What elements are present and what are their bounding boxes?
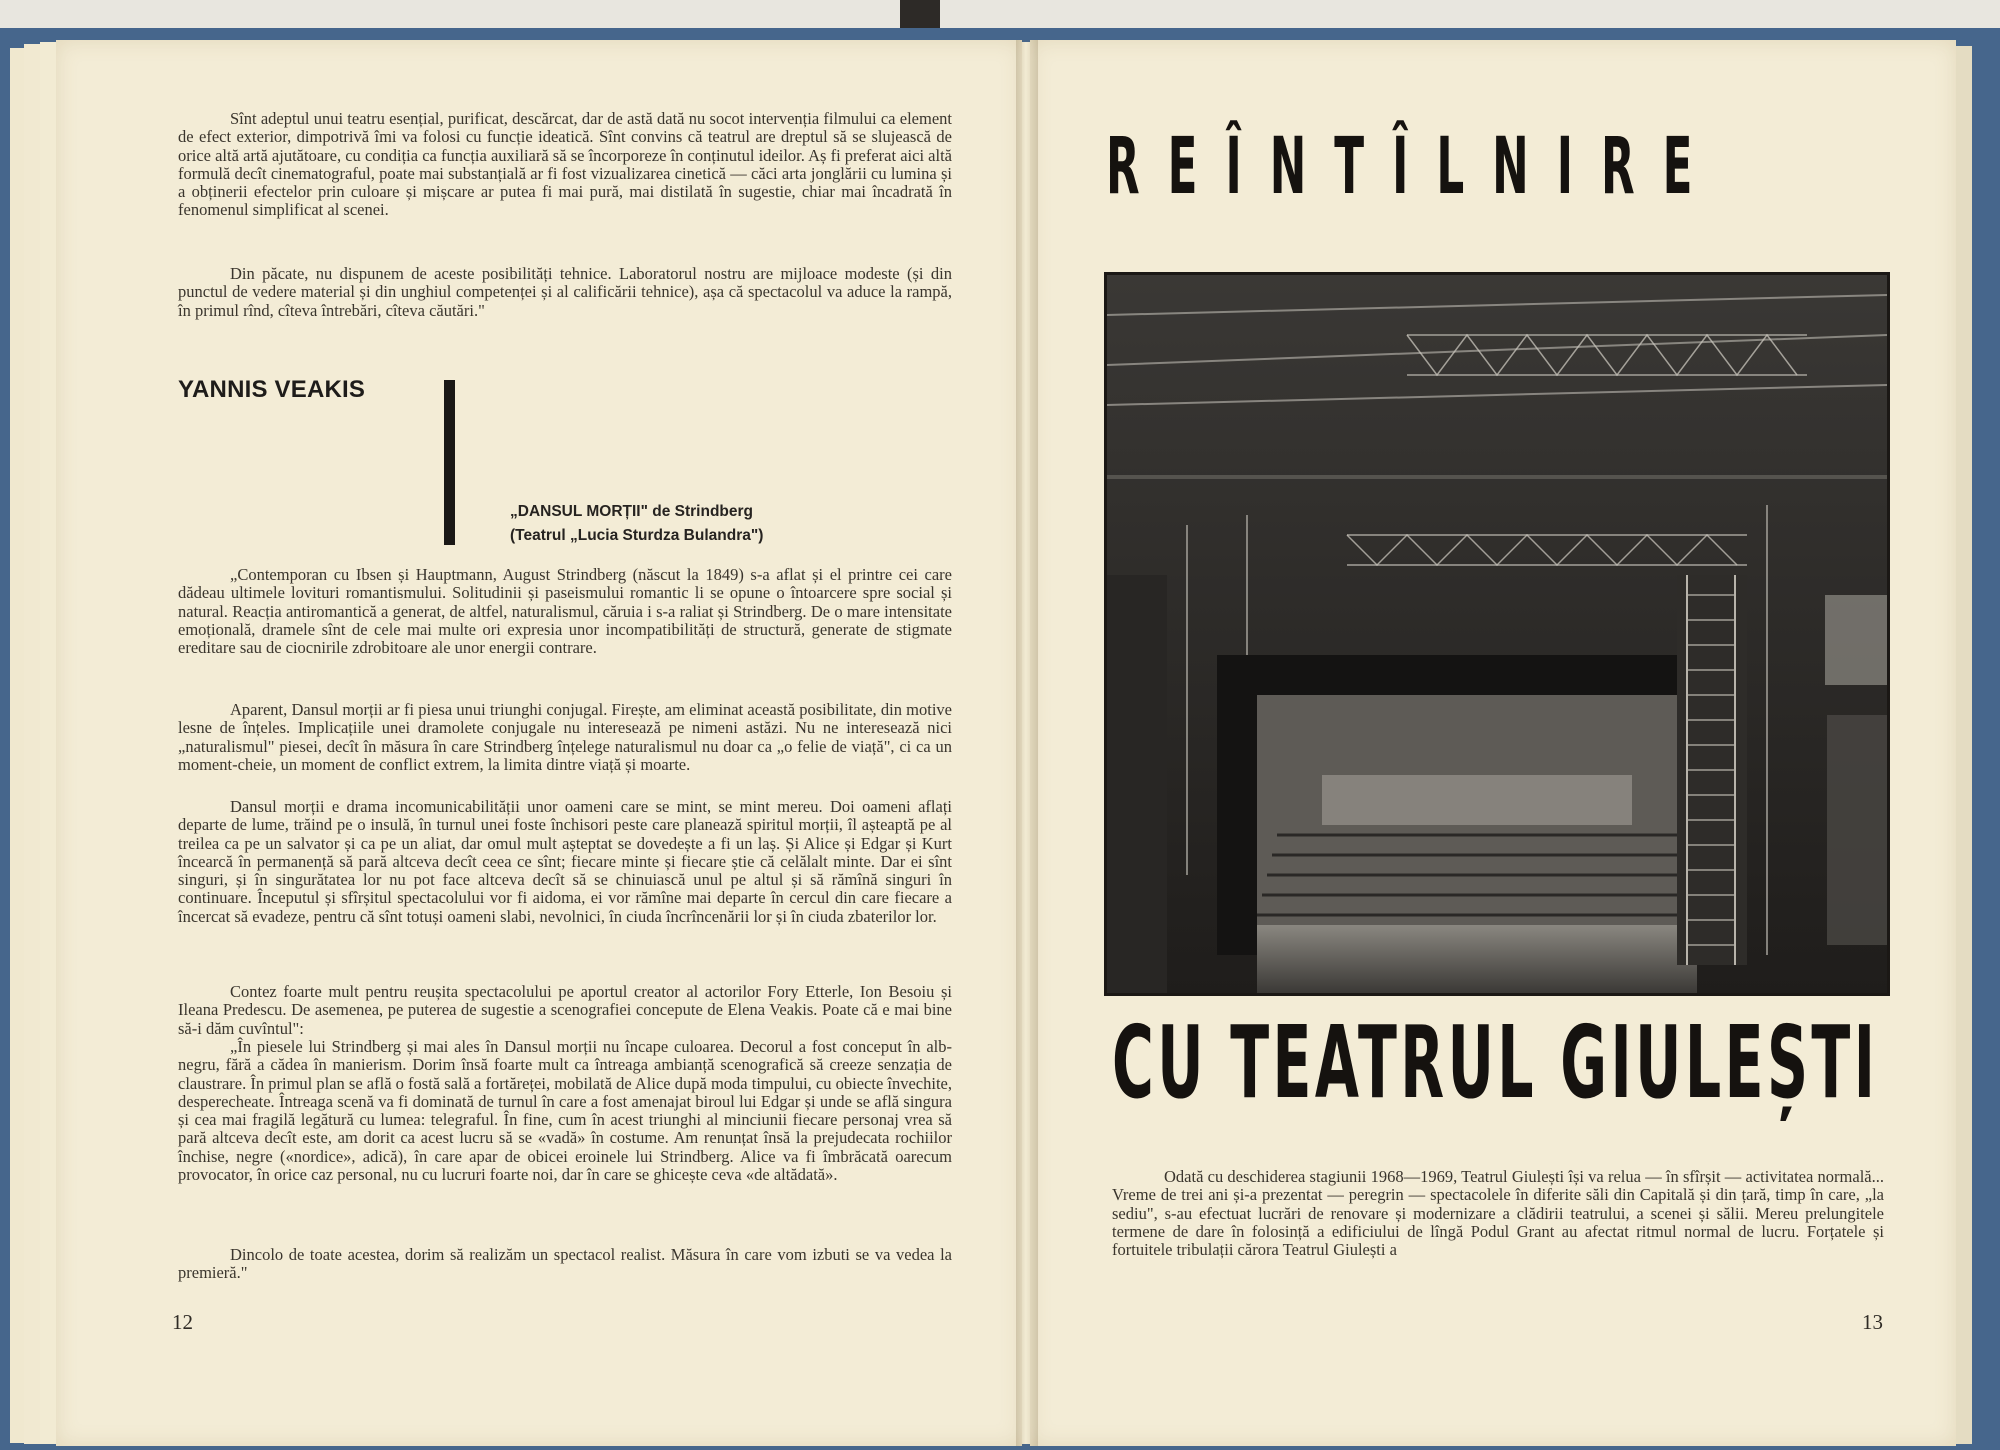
page-number: 12 <box>172 1310 193 1334</box>
body-paragraph: Contez foarte mult pentru reușita spectacolului pe aportul creator al actorilor Fory Etterle, Ion Besoiu și Ileana Predescu. De asemenea, pe puterea de sugestie a scenografiei concepute de Elena Veakis. Poate că e mai bine să-i dăm cuvîntul": <box>178 982 952 1038</box>
scanner-shadow <box>900 0 940 30</box>
play-title-line: „DANSUL MORȚII" de Strindberg <box>510 503 754 520</box>
body-paragraph: „Contemporan cu Ibsen și Hauptmann, August Strindberg (născut la 1849) s-a aflat și el printre cei care dădeau ultimele lovituri romantismului. Solitudinii și paseismului romantic li se opune o întoarcere spre social și natural. Reacția antiromantică a generat, de altfel, naturalismul, căruia i s-a raliat și Strindberg. De o mare intensitate emoțională, dramele sînt de cele mai multe ori expresia unor incompatibilități de structură, generate de stigmate ereditare sau de ciocnirile zdrobitoare ale unor energii contrare. <box>178 565 952 658</box>
headline-top: REÎNTÎLNIRE <box>1106 122 1721 212</box>
headline-bottom: CU TEATRUL GIULEȘTI <box>1112 1004 1879 1121</box>
body-paragraph: „În piesele lui Strindberg și mai ales în Dansul morții nu încape culoarea. Decorul a fost conceput în alb-negru, fără a cădea în manierism. Dorim însă foarte mult ca întreaga ambianță scenografică să creeze senzația de claustrare. În primul plan se află o fostă sală a fortăreței, mobilată de Alice după moda timpului, cu obiecte învechite, desperecheate. Întreaga scenă va fi dominată de turnul în care a fost amenajat biroul lui Edgar și unde se află singura și cea mai fragilă legătură cu lumea: telegraful. În fine, cum în acest triunghi al minciunii fiecare personaj vrea să pară altceva decît este, am dorit ca acest lucru să se «vadă» în costume. Am renunțat însă la prejudecata rochiilor închise, negre («nordice», adică), în care apar de obicei eroinele lui Strindberg. Alice va fi îmbrăcată oarecum provocator, în orice caz personal, nu cu lucruri foarte noi, dar în care se ghicește ceva «de altădată». <box>178 1037 952 1185</box>
body-paragraph: Aparent, Dansul morții ar fi piesa unui triunghi conjugal. Firește, am eliminat această posibilitate, din motive lesne de înțeles. Implicațiile unei dramolete conjugale nu interesează pe nimeni astăzi. Nu ne interesează nici „naturalismul" piesei, decît în măsura în care Strindberg înțelege naturalismul nu doar ca „o felie de viață", ci ca un moment-cheie, un moment de conflict extrem, la limita dintre viață și moarte. <box>178 700 952 774</box>
body-paragraph: Dansul morții e drama incomunicabilității unor oameni care se mint, se mint mereu. Doi oameni aflați departe de lume, trăind pe o insulă, în turnul unei foste închisori peste care planează spiritul morții, îl așteaptă pe al treilea ca pe un salvator și ca pe un aliat, dar omul mult așteptat se dovedește a fi un laș. Și Alice și Edgar și Kurt încearcă în permanență să pară altceva decît ceea ce sînt; fiecare minte și fiecare știe că celălalt minte. Dar ei sînt singuri, și în singurătatea lor nu pot face altceva decît să se chinuiască unul pe altul și să rămînă singuri în continuare. Începutul și sfîrșitul spectacolului vor fi aidoma, ei vor rămîne mai departe în cercul din care fiecare a încercat să evadeze, pentru că sînt totuși oameni slabi, nevolnici, în ciuda încrîncenării lor și în ciuda zbaterilor lor. <box>178 797 952 926</box>
play-theatre-line: (Teatrul „Lucia Sturdza Bulandra") <box>510 527 764 544</box>
intro-paragraph: Din păcate, nu dispunem de aceste posibilități tehnice. Laboratorul nostru are mijloace modeste (și din punctul de vedere material și din unghiul competenței și al calificării tehnice), așa că spectacolul va aduce la rampă, în primul rînd, cîteva întrebări, cîteva căutări." <box>178 264 952 320</box>
author-name: YANNIS VEAKIS <box>178 376 366 403</box>
play-title <box>510 500 763 548</box>
intro-paragraph: Sînt adeptul unui teatru esențial, purificat, descărcat, dar de astă dată nu socot intervenția filmului ca element de efect exterior, dimpotrivă îmi va folosi cu funcție ideatică. Sînt convins că teatrul are dreptul să se slujească de orice altă artă ajutătoare, cu condiția ca funcția auxiliară să se încorporeze în conținutul ideilor. Aș fi preferat aici altă formulă decît cinematograful, poate mai substanțială ar fi fost vizualizarea cinetică — căci arta jonglării cu lumina și a obținerii efectelor prin culoare și mișcare ar putea fi mai pură, mai distilată în sugestie, chiar mai încadrată în fenomenul simplificat al scenei. <box>178 109 952 220</box>
book-gutter <box>1016 40 1038 1446</box>
theatre-stage-photo <box>1104 272 1890 996</box>
page-number: 13 <box>1862 1310 1883 1334</box>
body-paragraph: Dincolo de toate acestea, dorim să realizăm un spectacol realist. Măsura în care vom izbuti se va vedea la premieră." <box>178 1245 952 1283</box>
section-divider-bar <box>444 380 455 545</box>
page-stack-edge <box>1956 46 1972 1444</box>
article-intro-paragraph: Odată cu deschiderea stagiunii 1968—1969, Teatrul Giulești își va relua — în sfîrșit — activitatea normală... Vreme de trei ani și-a prezentat — peregrin — spectacolele în diferite săli din Capitală și din țară, timp în care, „la sediu", s-au efectuat lucrări de renovare și modernizare a clădirii teatrului, a scenei și sălii. Mereu prelungitele termene de dare în folosință a edificiului de lîngă Podul Grant au afectat ritmul normal de lucru. Forțatele și fortuitele tribulații cărora Teatrul Giulești a <box>1112 1167 1884 1260</box>
stage-photo-drawing <box>1107 275 1887 993</box>
